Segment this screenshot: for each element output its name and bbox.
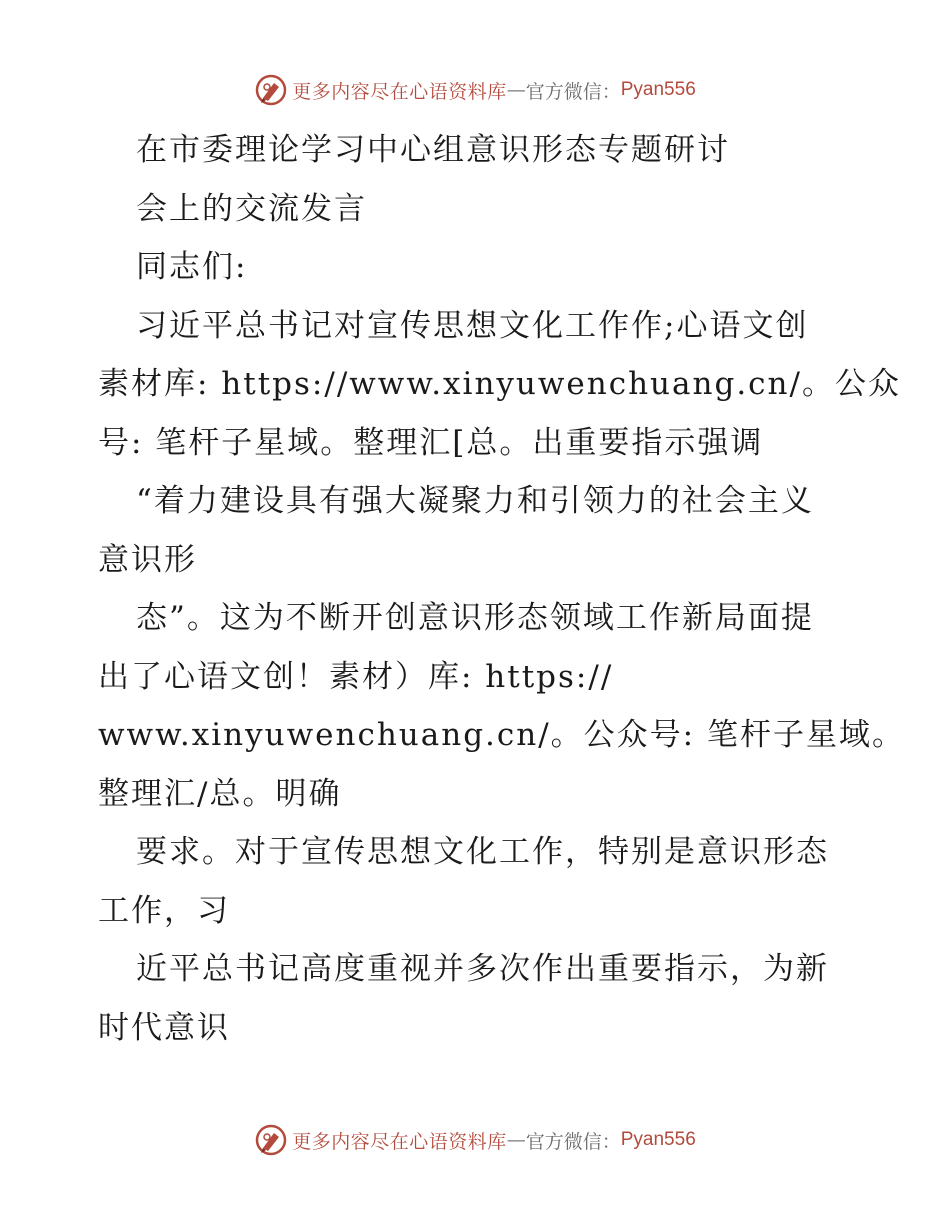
doc-line-title-2: 会上的交流发言 [136, 190, 367, 227]
doc-line: “着力建设具有强大凝聚力和引领力的社会主义 [136, 483, 814, 519]
footer-separator: — [506, 1129, 526, 1151]
footer-wechat-label: 官方微信： [525, 1130, 621, 1153]
header-wechat-label: 官方微信： [525, 80, 621, 103]
doc-line-title-1: 在市委理论学习中心组意识形态专题研讨 [136, 132, 730, 168]
header-banner [0, 70, 950, 110]
doc-line: 整理汇/总。明确 [98, 775, 342, 812]
pen-logo-icon [254, 73, 288, 107]
footer-brand-text: 更多内容尽在心语资料库 [292, 1130, 507, 1153]
doc-line: 态”。这为不断开创意识形态领域工作新局面提 [136, 600, 814, 636]
doc-line: 素材库: https://www.xinyuwenchuang.cn/。公众 [98, 366, 901, 402]
doc-line-salutation: 同志们: [136, 249, 248, 285]
doc-line: 近平总书记高度重视并多次作出重要指示，为新 [136, 951, 829, 987]
document-body [98, 121, 905, 1057]
header-separator: — [506, 79, 526, 101]
header-brand-text: 更多内容尽在心语资料库 [292, 80, 507, 103]
pen-logo-icon [254, 1123, 288, 1157]
footer-wechat-id: Pyan556 [620, 1129, 696, 1150]
doc-line: www.xinyuwenchuang.cn/。公众号: 笔杆子星域。 [98, 717, 905, 753]
doc-line: 号: 笔杆子星域。整理汇[总。出重要指示强调 [98, 424, 764, 461]
doc-line: 工作，习 [98, 892, 230, 929]
doc-line: 时代意识 [98, 1009, 230, 1046]
doc-line: 习近平总书记对宣传思想文化工作作;心语文创 [136, 307, 809, 344]
doc-line: 出了心语文创！素材）库: https:// [98, 658, 614, 695]
doc-line: 要求。对于宣传思想文化工作，特别是意识形态 [136, 834, 829, 870]
footer-banner [0, 1120, 950, 1160]
doc-line: 意识形 [98, 541, 197, 578]
header-wechat-id: Pyan556 [620, 79, 696, 100]
